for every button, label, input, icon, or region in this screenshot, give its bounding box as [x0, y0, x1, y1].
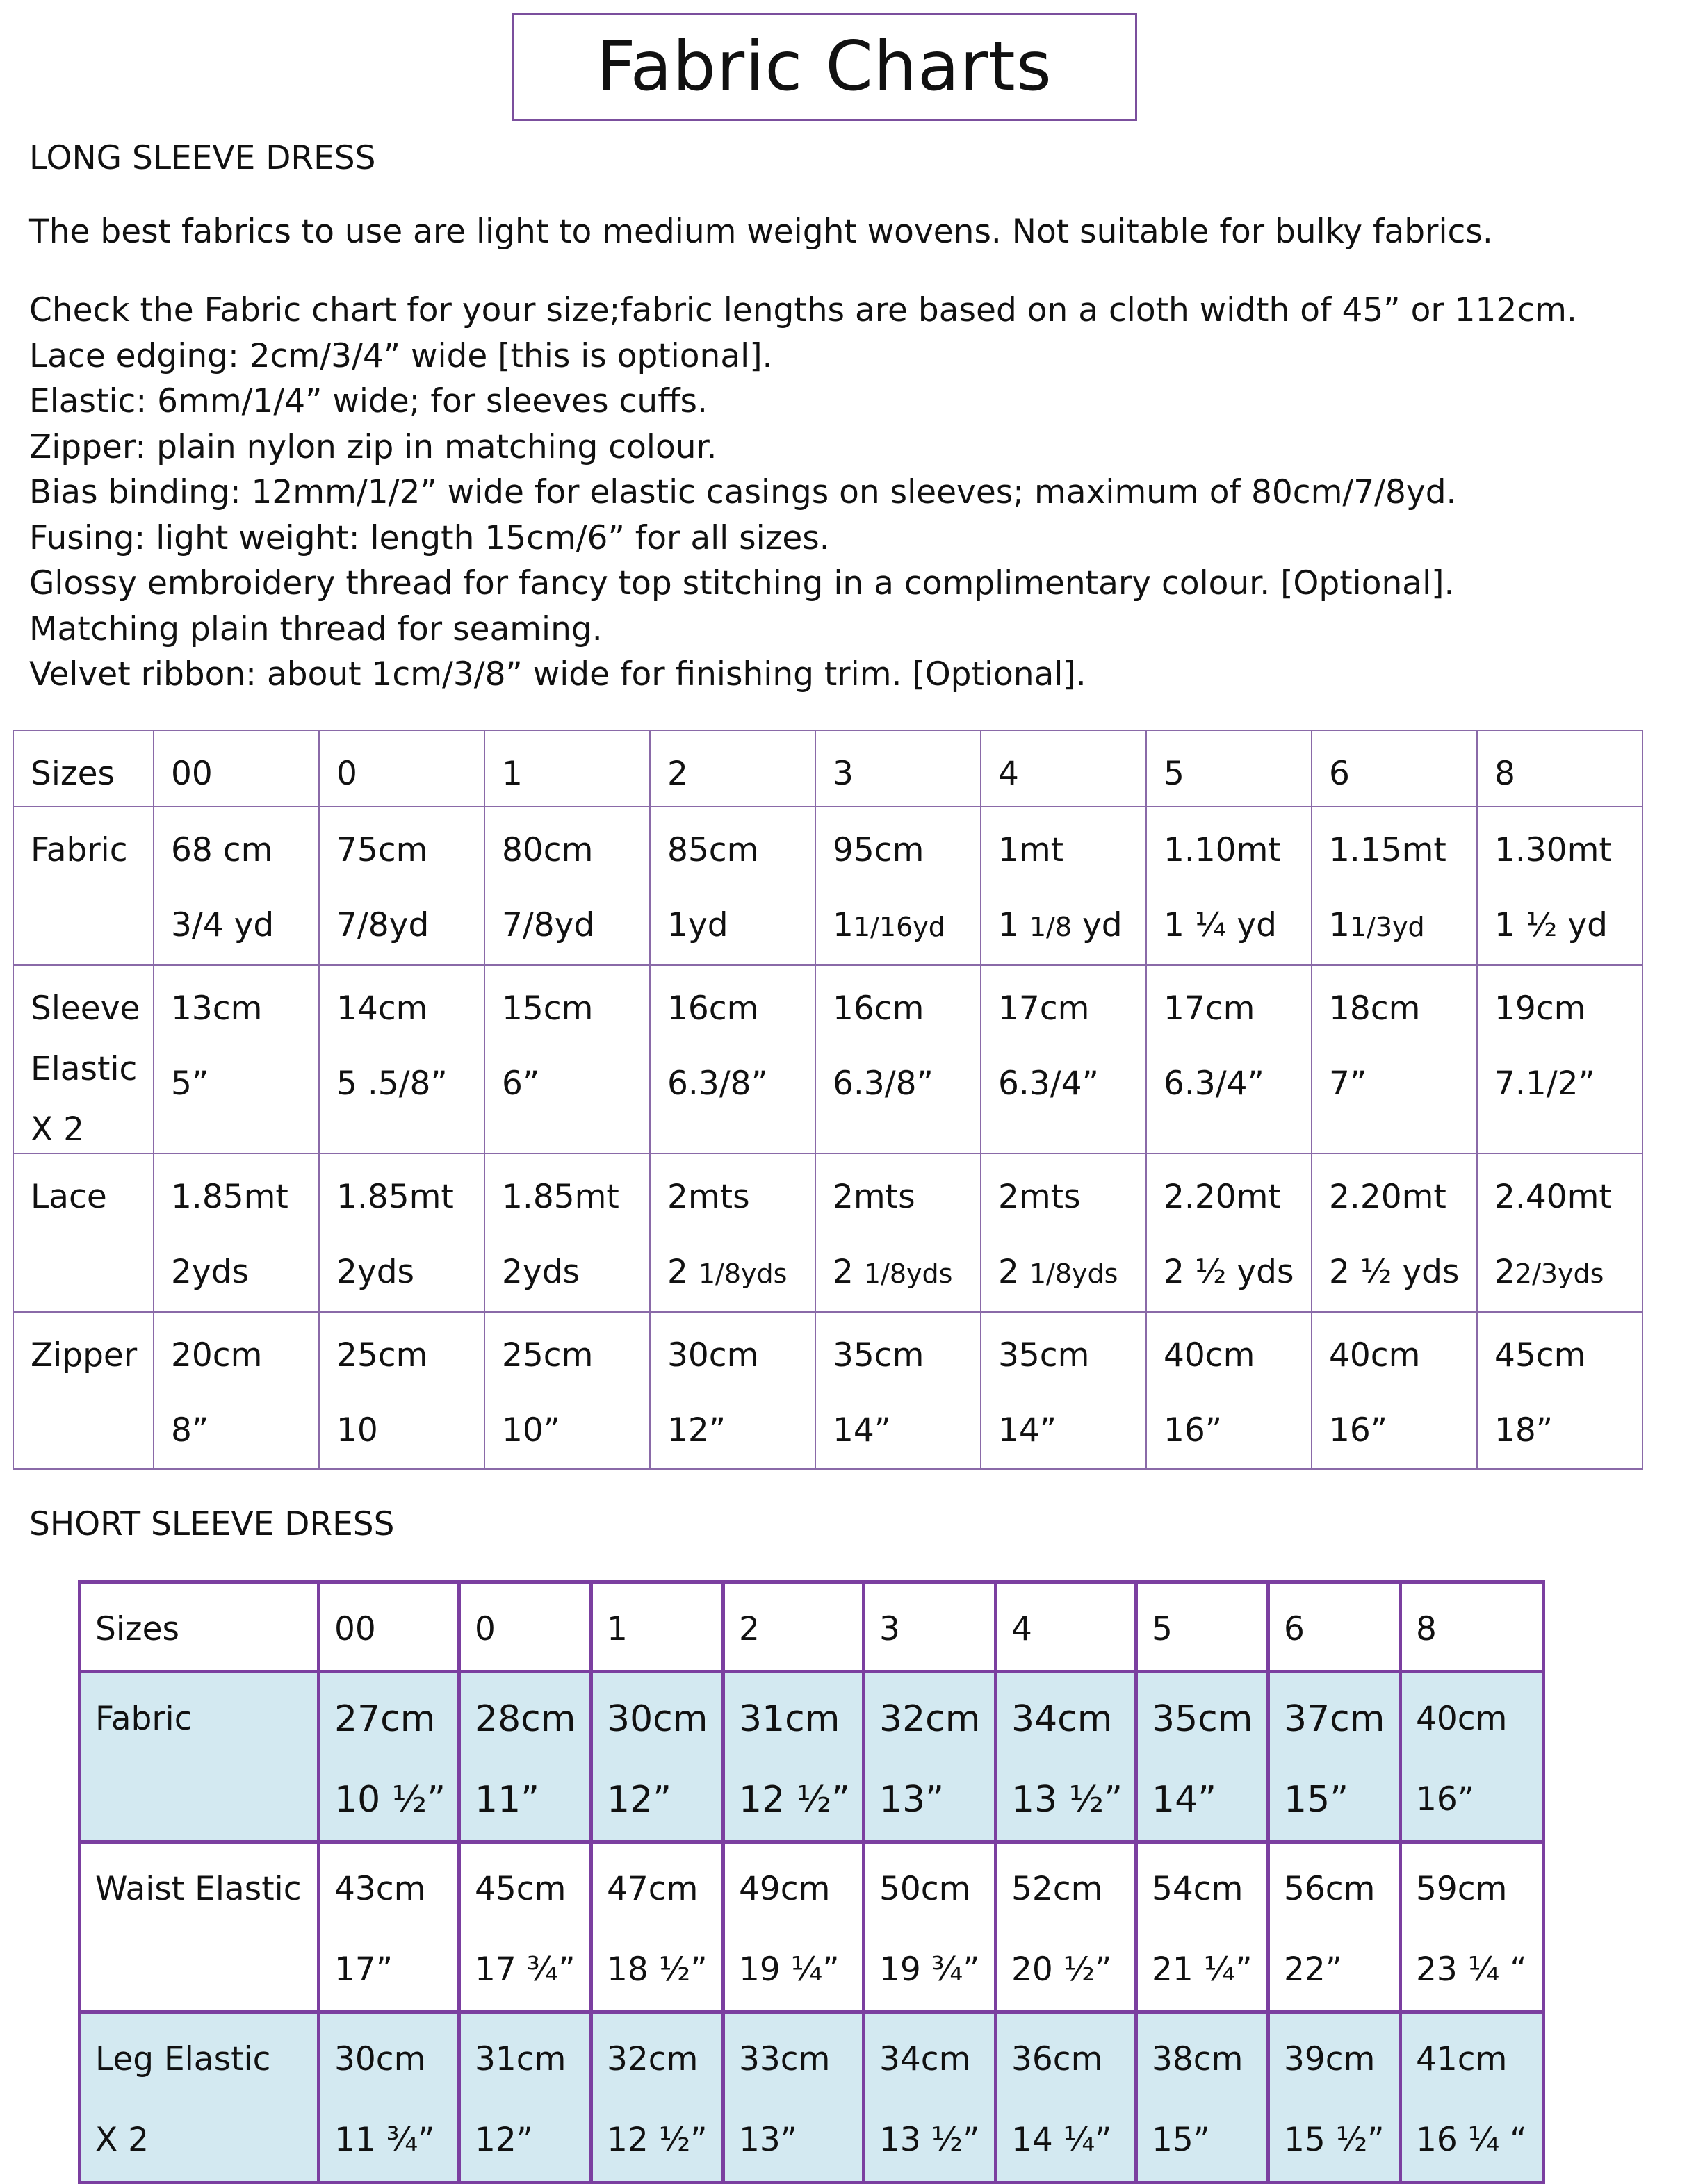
cell-line: 15cm	[502, 990, 594, 1028]
size-label: 6	[1329, 755, 1350, 793]
size-header	[1136, 1582, 1269, 1672]
cell-line: 47cm	[607, 1870, 699, 1908]
size-label: 1	[502, 755, 523, 793]
table-cell	[1477, 965, 1642, 1153]
table-cell	[981, 965, 1146, 1153]
size-header	[815, 730, 981, 807]
cell-line: Sizes	[95, 1610, 179, 1648]
size-label: 3	[833, 755, 854, 793]
cell-line: 19 ¼”	[739, 1951, 840, 1989]
cell-line: Elastic	[31, 1050, 138, 1088]
requirement-line: Lace edging: 2cm/3/4” wide [this is optional].	[29, 336, 773, 375]
cell-line: 30cm	[667, 1336, 759, 1374]
long-sleeve-heading: LONG SLEEVE DRESS	[29, 139, 376, 177]
cell-line: 45cm	[1494, 1336, 1586, 1374]
table-cell	[154, 965, 319, 1153]
size-label: 0	[336, 755, 357, 793]
cell-line: 35cm	[833, 1336, 924, 1374]
table-cell	[319, 1842, 459, 2012]
cell-line: 7.1/2”	[1494, 1065, 1595, 1103]
table-cell	[650, 807, 815, 965]
cell-line: 2.40mt	[1494, 1178, 1612, 1216]
table-cell	[864, 1672, 996, 1842]
size-header	[981, 730, 1146, 807]
size-header	[484, 730, 650, 807]
table-cell	[319, 1153, 484, 1312]
cell-line: 15”	[1284, 1779, 1349, 1821]
cell-line: 14 ¼”	[1011, 2121, 1112, 2159]
cell-line: 12 ½”	[607, 2121, 708, 2159]
cell-line: 19cm	[1494, 990, 1586, 1028]
cell-line: 40cm	[1164, 1336, 1255, 1374]
table-cell	[864, 2012, 996, 2183]
size-label: 8	[1494, 755, 1515, 793]
cell-line: 1.85mt	[171, 1178, 288, 1216]
row-label	[13, 1312, 154, 1469]
table-cell	[1312, 1312, 1477, 1469]
table-cell	[319, 2012, 459, 2183]
table-cell	[459, 2012, 592, 2183]
table-cell	[1136, 1842, 1269, 2012]
cell-line: 7/8yd	[502, 906, 595, 944]
table-cell	[1269, 2012, 1401, 2183]
cell-line: 2.20mt	[1329, 1178, 1446, 1216]
row-label	[80, 1672, 319, 1842]
cell-line: 75cm	[336, 831, 428, 869]
cell-line: 40cm	[1416, 1700, 1508, 1738]
cell-line: 22/3yds	[1494, 1253, 1604, 1291]
cell-line: 34cm	[1011, 1698, 1113, 1740]
table-cell	[650, 1153, 815, 1312]
size-label: 8	[1416, 1610, 1437, 1648]
cell-line: 15 ½”	[1284, 2121, 1385, 2159]
table-cell	[1312, 807, 1477, 965]
cell-line: 2.20mt	[1164, 1178, 1281, 1216]
cell-line: 31cm	[739, 1698, 840, 1740]
cell-line: 30cm	[334, 2040, 426, 2078]
size-header	[459, 1582, 592, 1672]
size-header	[1477, 730, 1642, 807]
cell-line: 2 ½ yds	[1164, 1253, 1294, 1291]
cell-line: 95cm	[833, 831, 924, 869]
cell-line: 15”	[1152, 2121, 1211, 2159]
size-header	[724, 1582, 864, 1672]
cell-line: 41cm	[1416, 2040, 1508, 2078]
requirement-line: Bias binding: 12mm/1/2” wide for elastic casings on sleeves; maximum of 80cm/7/8yd.	[29, 473, 1457, 511]
cell-line: 13cm	[171, 990, 263, 1028]
table-row	[13, 965, 1642, 1153]
cell-line: 35cm	[998, 1336, 1090, 1374]
table-cell	[1136, 1672, 1269, 1842]
table-cell	[319, 1312, 484, 1469]
cell-line: 32cm	[879, 1698, 981, 1740]
table-cell	[1477, 807, 1642, 965]
table-cell	[592, 2012, 724, 2183]
table-cell	[484, 965, 650, 1153]
row-label	[80, 2012, 319, 2183]
cell-line: 2mts	[833, 1178, 915, 1216]
cell-line: 3/4 yd	[171, 906, 275, 944]
cell-line: 52cm	[1011, 1870, 1103, 1908]
cell-line: 12”	[475, 2121, 534, 2159]
table-row	[13, 1153, 1642, 1312]
cell-line: 13 ½”	[1011, 1779, 1123, 1821]
cell-line: 13 ½”	[879, 2121, 980, 2159]
table-cell	[592, 1672, 724, 1842]
requirement-line: Glossy embroidery thread for fancy top stitching in a complimentary colour. [Optional].	[29, 564, 1455, 602]
table-cell	[459, 1672, 592, 1842]
cell-line: Sleeve	[31, 990, 140, 1028]
cell-line: 20 ½”	[1011, 1951, 1112, 1989]
table-row	[13, 1312, 1642, 1469]
row-label	[80, 1582, 319, 1672]
cell-line: 1mt	[998, 831, 1064, 869]
cell-line: 2yds	[502, 1253, 580, 1291]
size-header	[592, 1582, 724, 1672]
table-cell	[319, 1672, 459, 1842]
cell-line: 10	[336, 1411, 378, 1450]
size-label: 2	[667, 755, 688, 793]
table-cell	[1312, 965, 1477, 1153]
cell-line: 2yds	[171, 1253, 250, 1291]
cell-line: Leg Elastic	[95, 2040, 271, 2078]
cell-line: 38cm	[1152, 2040, 1244, 2078]
requirements-list	[29, 288, 1577, 698]
cell-line: 17cm	[998, 990, 1090, 1028]
cell-line: 6.3/4”	[1164, 1065, 1264, 1103]
table-row	[13, 807, 1642, 965]
short-sleeve-heading: SHORT SLEEVE DRESS	[29, 1505, 395, 1543]
size-header	[864, 1582, 996, 1672]
table-cell	[484, 1312, 650, 1469]
cell-line: 2mts	[998, 1178, 1081, 1216]
short-sleeve-fabric-table	[78, 1580, 1545, 2184]
cell-line: 37cm	[1284, 1698, 1385, 1740]
row-label	[13, 807, 154, 965]
table-cell	[981, 1153, 1146, 1312]
cell-line: 7/8yd	[336, 906, 430, 944]
table-cell	[981, 807, 1146, 965]
table-cell	[1401, 1672, 1544, 1842]
cell-line: 13”	[879, 1779, 945, 1821]
cell-line: 23 ¼ “	[1416, 1951, 1527, 1989]
cell-line: 1 1/8 yd	[998, 906, 1123, 944]
cell-line: 8”	[171, 1411, 209, 1450]
cell-line: Fabric	[95, 1700, 193, 1738]
table-cell	[996, 1672, 1136, 1842]
size-label: 4	[998, 755, 1019, 793]
cell-line: 45cm	[475, 1870, 566, 1908]
size-header	[1269, 1582, 1401, 1672]
table-row	[80, 1672, 1544, 1842]
cell-line: 11 ¾”	[334, 2121, 435, 2159]
cell-line: 10”	[502, 1411, 561, 1450]
table-cell	[1269, 1672, 1401, 1842]
cell-line: 2 1/8yds	[998, 1253, 1118, 1291]
size-label: 6	[1284, 1610, 1305, 1648]
cell-line: 17 ¾”	[475, 1951, 576, 1989]
size-label: 5	[1152, 1610, 1173, 1648]
cell-line: 1.85mt	[336, 1178, 454, 1216]
cell-line: 18 ½”	[607, 1951, 708, 1989]
size-header	[154, 730, 319, 807]
table-cell	[1477, 1312, 1642, 1469]
cell-line: Sizes	[31, 755, 115, 793]
cell-line: Fabric	[31, 831, 128, 869]
size-label: 5	[1164, 755, 1184, 793]
cell-line: 19 ¾”	[879, 1951, 980, 1989]
cell-line: 50cm	[879, 1870, 971, 1908]
size-header	[650, 730, 815, 807]
cell-line: 80cm	[502, 831, 594, 869]
requirement-line: Check the Fabric chart for your size;fabric lengths are based on a cloth width of 45” or 112cm.	[29, 291, 1577, 329]
cell-line: 1 ½ yd	[1494, 906, 1608, 944]
cell-line: Zipper	[31, 1336, 138, 1374]
cell-line: X 2	[95, 2121, 149, 2159]
cell-line: 11/16yd	[833, 906, 945, 944]
cell-line: 21 ¼”	[1152, 1951, 1253, 1989]
cell-line: 2mts	[667, 1178, 750, 1216]
cell-line: 2 1/8yds	[667, 1253, 788, 1291]
cell-line: 12”	[607, 1779, 672, 1821]
requirement-line: Velvet ribbon: about 1cm/3/8” wide for finishing trim. [Optional].	[29, 655, 1086, 693]
cell-line: 16”	[1416, 1780, 1475, 1818]
cell-line: 1.85mt	[502, 1178, 619, 1216]
table-cell	[484, 807, 650, 965]
cell-line: 25cm	[336, 1336, 428, 1374]
cell-line: 14”	[1152, 1779, 1217, 1821]
size-header	[319, 730, 484, 807]
table-cell	[981, 1312, 1146, 1469]
cell-line: 1.15mt	[1329, 831, 1446, 869]
cell-line: 59cm	[1416, 1870, 1508, 1908]
cell-line: 2 1/8yds	[833, 1253, 953, 1291]
cell-line: 25cm	[502, 1336, 594, 1374]
cell-line: 20cm	[171, 1336, 263, 1374]
cell-line: 32cm	[607, 2040, 699, 2078]
size-label: 1	[607, 1610, 628, 1648]
cell-line: 11/3yd	[1329, 906, 1425, 944]
cell-line: 5”	[171, 1065, 209, 1103]
row-label	[13, 1153, 154, 1312]
cell-line: Lace	[31, 1178, 107, 1216]
table-cell	[996, 1842, 1136, 2012]
table-cell	[864, 1842, 996, 2012]
cell-line: 16cm	[667, 990, 759, 1028]
table-cell	[1401, 1842, 1544, 2012]
table-header-row	[80, 1582, 1544, 1672]
table-cell	[724, 2012, 864, 2183]
table-cell	[1312, 1153, 1477, 1312]
cell-line: 43cm	[334, 1870, 426, 1908]
table-cell	[724, 1672, 864, 1842]
size-label: 3	[879, 1610, 900, 1648]
cell-line: 17cm	[1164, 990, 1255, 1028]
cell-line: 13”	[739, 2121, 798, 2159]
table-cell	[459, 1842, 592, 2012]
cell-line: 11”	[475, 1779, 540, 1821]
cell-line: 10 ½”	[334, 1779, 446, 1821]
row-label	[13, 730, 154, 807]
size-label: 00	[334, 1610, 376, 1648]
table-cell	[319, 807, 484, 965]
table-cell	[815, 807, 981, 965]
cell-line: Waist Elastic	[95, 1870, 302, 1908]
cell-line: 12”	[667, 1411, 726, 1450]
size-header	[1312, 730, 1477, 807]
page-title: Fabric Charts	[512, 13, 1137, 121]
cell-line: 30cm	[607, 1698, 708, 1740]
cell-line: 28cm	[475, 1698, 576, 1740]
cell-line: 2 ½ yds	[1329, 1253, 1460, 1291]
cell-line: 40cm	[1329, 1336, 1421, 1374]
cell-line: 16”	[1164, 1411, 1223, 1450]
cell-line: 14”	[998, 1411, 1057, 1450]
size-label: 00	[171, 755, 213, 793]
cell-line: 31cm	[475, 2040, 566, 2078]
table-cell	[1146, 1312, 1312, 1469]
cell-line: 16”	[1329, 1411, 1388, 1450]
table-cell	[650, 965, 815, 1153]
size-header	[1401, 1582, 1544, 1672]
table-header-row	[13, 730, 1642, 807]
table-cell	[592, 1842, 724, 2012]
size-label: 4	[1011, 1610, 1032, 1648]
cell-line: 12 ½”	[739, 1779, 851, 1821]
cell-line: 56cm	[1284, 1870, 1376, 1908]
requirement-line: Zipper: plain nylon zip in matching colour.	[29, 427, 717, 466]
cell-line: 16 ¼ “	[1416, 2121, 1527, 2159]
cell-line: 17”	[334, 1951, 393, 1989]
cell-line: 2yds	[336, 1253, 415, 1291]
cell-line: 6.3/8”	[667, 1065, 768, 1103]
cell-line: 1 ¼ yd	[1164, 906, 1277, 944]
table-cell	[815, 1153, 981, 1312]
cell-line: 6”	[502, 1065, 540, 1103]
cell-line: X 2	[31, 1110, 85, 1149]
cell-line: 16cm	[833, 990, 924, 1028]
cell-line: 14”	[833, 1411, 892, 1450]
cell-line: 1.10mt	[1164, 831, 1281, 869]
requirement-line: Elastic: 6mm/1/4” wide; for sleeves cuffs.	[29, 382, 708, 420]
cell-line: 14cm	[336, 990, 428, 1028]
cell-line: 36cm	[1011, 2040, 1103, 2078]
cell-line: 49cm	[739, 1870, 831, 1908]
cell-line: 27cm	[334, 1698, 436, 1740]
size-label: 2	[739, 1610, 760, 1648]
cell-line: 1yd	[667, 906, 728, 944]
table-cell	[154, 1153, 319, 1312]
table-cell	[996, 2012, 1136, 2183]
table-cell	[1146, 965, 1312, 1153]
table-cell	[1146, 1153, 1312, 1312]
table-cell	[1136, 2012, 1269, 2183]
table-cell	[1401, 2012, 1544, 2183]
table-cell	[815, 1312, 981, 1469]
cell-line: 22”	[1284, 1951, 1343, 1989]
table-cell	[154, 1312, 319, 1469]
requirement-line: Matching plain thread for seaming.	[29, 609, 603, 648]
table-cell	[815, 965, 981, 1153]
table-cell	[319, 965, 484, 1153]
table-cell	[650, 1312, 815, 1469]
cell-line: 18cm	[1329, 990, 1421, 1028]
cell-line: 33cm	[739, 2040, 831, 2078]
table-cell	[1146, 807, 1312, 965]
cell-line: 35cm	[1152, 1698, 1253, 1740]
size-header	[319, 1582, 459, 1672]
cell-line: 6.3/4”	[998, 1065, 1099, 1103]
table-cell	[154, 807, 319, 965]
cell-line: 85cm	[667, 831, 759, 869]
row-label	[80, 1842, 319, 2012]
requirement-line: Fusing: light weight: length 15cm/6” for all sizes.	[29, 518, 830, 557]
cell-line: 18”	[1494, 1411, 1554, 1450]
table-cell	[724, 1842, 864, 2012]
cell-line: 68 cm	[171, 831, 273, 869]
table-cell	[484, 1153, 650, 1312]
cell-line: 5 .5/8”	[336, 1065, 448, 1103]
table-row	[80, 1842, 1544, 2012]
table-cell	[1477, 1153, 1642, 1312]
table-cell	[1269, 1842, 1401, 2012]
size-header	[996, 1582, 1136, 1672]
long-sleeve-intro: The best fabrics to use are light to medium weight wovens. Not suitable for bulky fabrics.	[29, 213, 1493, 251]
cell-line: 39cm	[1284, 2040, 1376, 2078]
size-header	[1146, 730, 1312, 807]
cell-line: 54cm	[1152, 1870, 1244, 1908]
table-row	[80, 2012, 1544, 2183]
long-sleeve-fabric-table	[13, 730, 1643, 1470]
size-label: 0	[475, 1610, 496, 1648]
cell-line: 7”	[1329, 1065, 1367, 1103]
cell-line: 1.30mt	[1494, 831, 1612, 869]
cell-line: 34cm	[879, 2040, 971, 2078]
cell-line: 6.3/8”	[833, 1065, 933, 1103]
row-label	[13, 965, 154, 1153]
